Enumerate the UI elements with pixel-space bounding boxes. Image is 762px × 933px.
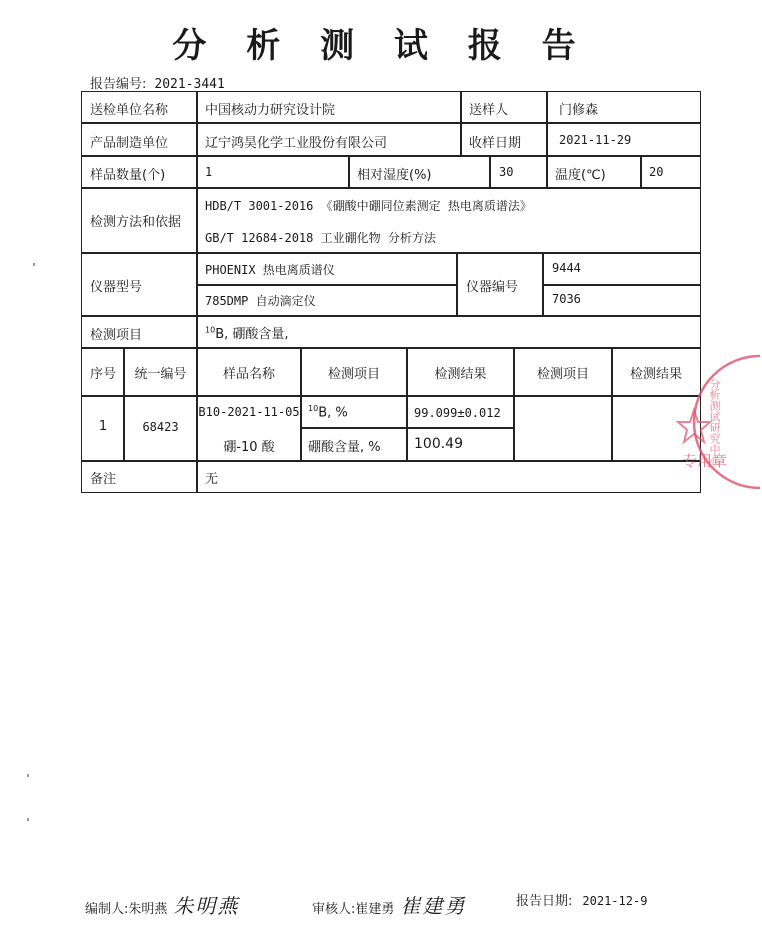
row-seq: 1 (98, 419, 108, 434)
editor-label: 编制人:朱明燕 (85, 902, 168, 917)
report-number-value: 2021-3441 (154, 77, 225, 92)
humidity-label: 相对湿度(%) (357, 168, 432, 183)
sender-label: 送样人 (469, 103, 509, 118)
col-header-sample-name: 样品名称 (222, 367, 275, 382)
report-date-value: 2021-12-9 (582, 894, 648, 908)
report-number-label: 报告编号: (90, 77, 147, 92)
receive-date-label: 收样日期 (469, 136, 522, 151)
row-result-1: 99.099±0.012 (414, 406, 501, 420)
official-stamp (668, 352, 760, 492)
remark-value: 无 (205, 472, 219, 487)
row-sample-name-1: B10-2021-11-05 (198, 405, 300, 419)
temperature-value: 20 (649, 165, 664, 179)
instrument-no-2: 7036 (552, 292, 581, 306)
temperature-label: 温度(℃) (555, 168, 606, 183)
col-header-test-item: 检测项目 (327, 367, 380, 382)
sample-qty-label: 样品数量(个) (90, 168, 166, 183)
row-sample-name-2: 硼-10 酸 (223, 440, 275, 455)
col-header-test-item-2: 检测项目 (536, 367, 589, 382)
test-items-label: 检测项目 (90, 328, 143, 343)
sample-qty-value: 1 (205, 165, 213, 179)
col-header-uid: 统一编号 (134, 367, 187, 382)
instrument-no-label: 仪器编号 (466, 280, 519, 295)
isotope-superscript: 10 (205, 325, 216, 335)
row-uid: 68423 (142, 420, 179, 434)
test-items-value (205, 323, 289, 342)
footer-editor (85, 890, 239, 919)
unit-value: 中国核动力研究设计院 (205, 103, 336, 118)
col-header-result: 检测结果 (434, 367, 487, 382)
instrument-no-1: 9444 (552, 261, 581, 275)
row-result-2: 100.49 (414, 436, 463, 452)
footer-reviewer (312, 890, 466, 919)
report-title: 分 析 测 试 报 告 (172, 26, 590, 66)
method-line-1: HDB/T 3001-2016 《硼酸中硼同位素测定 热电离质谱法》 (205, 199, 532, 213)
humidity-value: 30 (499, 165, 514, 179)
instrument-model-label: 仪器型号 (90, 280, 143, 295)
col-header-seq: 序号 (89, 367, 116, 382)
maker-label: 产品制造单位 (90, 136, 169, 151)
editor-signature: 朱明燕 (173, 894, 240, 918)
reviewer-signature: 崔建勇 (400, 894, 467, 918)
method-line-2: GB/T 12684-2018 工业硼化物 分析方法 (205, 231, 436, 245)
col-header-result-2: 检测结果 (629, 367, 682, 382)
reviewer-label: 审核人:崔建勇 (312, 902, 395, 917)
row-item-1-superscript: 10 (308, 404, 319, 413)
method-label: 检测方法和依据 (90, 215, 182, 230)
report-number (90, 73, 225, 92)
footer-report-date (516, 890, 647, 909)
row-item-2: 硼酸含量, % (308, 440, 381, 455)
report-date-label: 报告日期: (516, 894, 573, 909)
stamp-arc-text: 分析测试研究中心 (708, 378, 721, 466)
remark-label: 备注 (90, 472, 117, 487)
row-item-1 (308, 404, 348, 420)
receive-date-value: 2021-11-29 (559, 133, 632, 147)
instrument-model-2: 785DMP 自动滴定仪 (205, 294, 316, 308)
sender-value: 门修森 (559, 103, 599, 118)
instrument-model-1: PHOENIX 热电离质谱仪 (205, 263, 335, 277)
test-items-text: B, 硼酸含量, (215, 327, 289, 342)
stamp-bottom-text: 专用章 (682, 452, 728, 470)
unit-label: 送检单位名称 (90, 103, 169, 118)
maker-value: 辽宁鸿昊化学工业股份有限公司 (205, 136, 388, 151)
row-item-1-text: B, % (318, 405, 348, 421)
